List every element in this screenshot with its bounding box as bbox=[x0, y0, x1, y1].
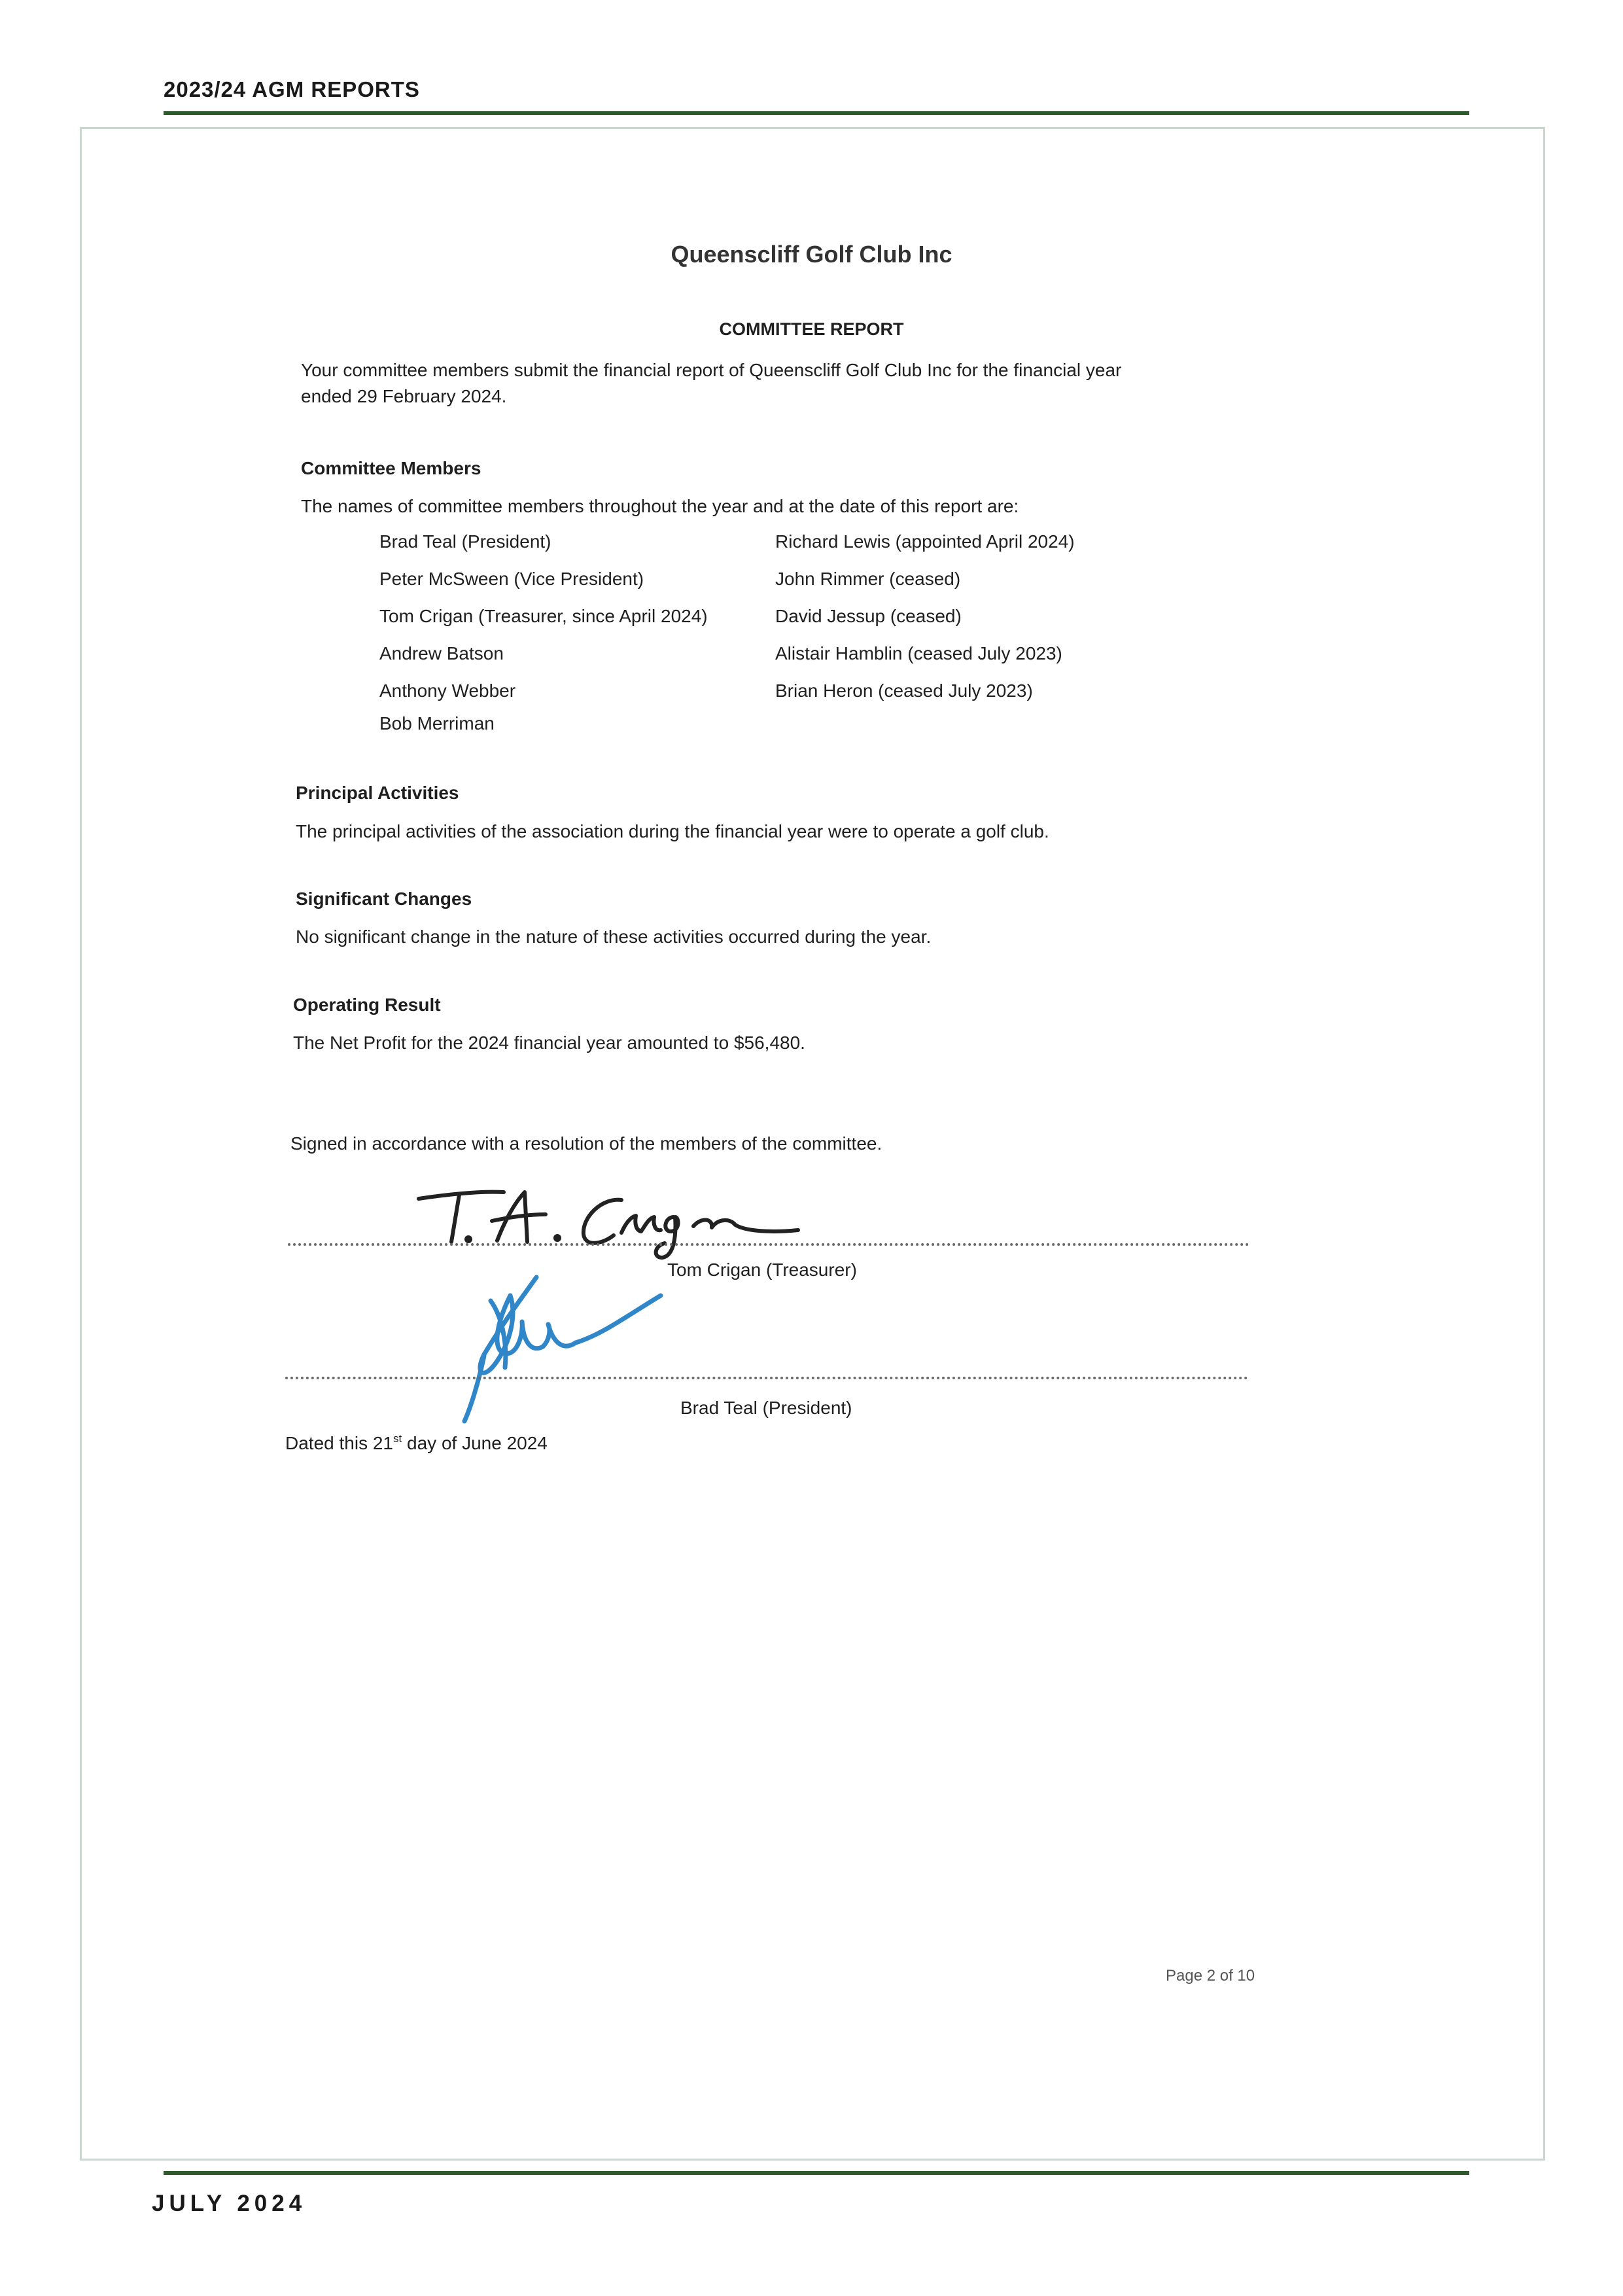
date-prefix: Dated this 21 bbox=[285, 1433, 393, 1453]
member-name: Brian Heron (ceased July 2023) bbox=[775, 680, 1033, 701]
date-ordinal-suffix: st bbox=[393, 1432, 402, 1445]
member-name: Richard Lewis (appointed April 2024) bbox=[775, 531, 1075, 552]
result-heading: Operating Result bbox=[293, 995, 441, 1015]
president-signatory: Brad Teal (President) bbox=[680, 1398, 852, 1418]
page-number: Page 2 of 10 bbox=[1166, 1967, 1255, 1985]
intro-line-2: ended 29 February 2024. bbox=[301, 386, 507, 406]
member-name: Anthony Webber bbox=[379, 680, 516, 701]
member-name: Alistair Hamblin (ceased July 2023) bbox=[775, 643, 1062, 663]
member-name: Brad Teal (President) bbox=[379, 531, 551, 552]
intro-line-1: Your committee members submit the financial report of Queenscliff Golf Club Inc for the financial year bbox=[301, 360, 1122, 380]
activities-text: The principal activities of the association during the financial year were to operate a golf club. bbox=[296, 821, 1049, 841]
date-suffix: day of June 2024 bbox=[402, 1433, 548, 1453]
member-name: David Jessup (ceased) bbox=[775, 606, 962, 626]
signed-statement: Signed in accordance with a resolution of the members of the committee. bbox=[290, 1133, 882, 1154]
date-line bbox=[285, 1433, 548, 1454]
member-name: John Rimmer (ceased) bbox=[775, 569, 961, 589]
report-header-title: 2023/24 AGM REPORTS bbox=[164, 77, 420, 101]
footer-rule bbox=[164, 2171, 1469, 2175]
president-signature-line bbox=[285, 1377, 1248, 1379]
members-intro: The names of committee members throughout the year and at the date of this report are: bbox=[301, 496, 1019, 516]
member-name: Bob Merriman bbox=[379, 713, 495, 733]
treasurer-signature-line bbox=[288, 1243, 1249, 1246]
result-text: The Net Profit for the 2024 financial year amounted to $56,480. bbox=[293, 1033, 805, 1053]
footer-issue-date: JULY 2024 bbox=[152, 2191, 307, 2216]
president-signature bbox=[445, 1269, 693, 1426]
treasurer-signature bbox=[406, 1171, 811, 1269]
report-title: COMMITTEE REPORT bbox=[719, 319, 904, 339]
activities-heading: Principal Activities bbox=[296, 783, 459, 803]
changes-text: No significant change in the nature of these activities occurred during the year. bbox=[296, 927, 932, 947]
member-name: Tom Crigan (Treasurer, since April 2024) bbox=[379, 606, 708, 626]
member-name: Peter McSween (Vice President) bbox=[379, 569, 644, 589]
members-heading: Committee Members bbox=[301, 458, 481, 478]
member-name: Andrew Batson bbox=[379, 643, 504, 663]
organisation-title: Queenscliff Golf Club Inc bbox=[671, 241, 952, 268]
treasurer-signatory: Tom Crigan (Treasurer) bbox=[667, 1260, 857, 1280]
changes-heading: Significant Changes bbox=[296, 889, 472, 909]
